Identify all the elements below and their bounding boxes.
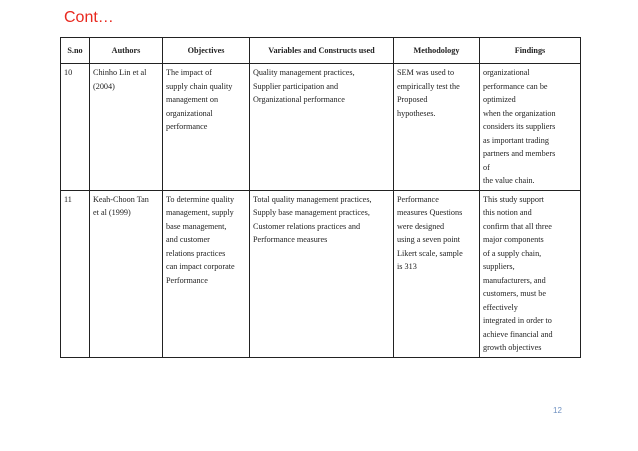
cell-line: Organizational performance — [253, 95, 345, 104]
cell-line: of a supply chain, — [483, 248, 542, 258]
header-authors: Authors — [90, 38, 163, 64]
cell-line: 11 — [64, 194, 72, 204]
cell-objectives — [163, 64, 250, 191]
cell-authors — [90, 64, 163, 191]
cell-line: confirm that all three — [483, 221, 552, 231]
cell-line: To determine quality — [166, 194, 235, 204]
cell-line: the value chain. — [483, 176, 535, 185]
cell-line: growth objectives — [483, 343, 542, 352]
header-methodology: Methodology — [394, 38, 480, 64]
cell-line: customers, must be — [483, 289, 546, 298]
cell-line: considers its suppliers — [483, 122, 556, 131]
table-row — [61, 64, 581, 191]
cell-variables — [250, 64, 394, 191]
cell-sno — [61, 64, 90, 191]
cell-variables — [250, 190, 394, 357]
cell-line: this notion and — [483, 208, 532, 217]
cell-line: Supplier participation and — [253, 81, 339, 91]
cell-methodology — [394, 190, 480, 357]
cell-line: optimized — [483, 95, 516, 104]
cell-line: The impact of — [166, 68, 212, 77]
cell-line: achieve financial and — [483, 329, 553, 339]
cell-line: empirically test the — [397, 81, 460, 91]
literature-review-table — [60, 37, 581, 358]
cell-line: This study support — [483, 194, 544, 204]
cell-line: management on — [166, 95, 219, 104]
page-number: 12 — [553, 406, 562, 415]
table-header-row — [61, 38, 581, 64]
cell-line: Keah-Choon Tan — [93, 194, 149, 204]
cell-line: hypotheses. — [397, 108, 436, 118]
cell-line: using a seven point — [397, 235, 460, 244]
cell-line: Proposed — [397, 95, 428, 104]
cell-findings — [480, 190, 581, 357]
cell-line: when the organization — [483, 108, 556, 118]
header-sno: S.no — [61, 38, 90, 64]
header-objectives: Objectives — [163, 38, 250, 64]
cell-authors — [90, 190, 163, 357]
cell-line: Performance — [166, 275, 208, 285]
cell-objectives — [163, 190, 250, 357]
cell-line: performance — [166, 122, 208, 131]
cell-line: organizational — [166, 108, 213, 118]
cell-line: Supply base management practices, — [253, 208, 370, 217]
cell-line: manufacturers, and — [483, 275, 546, 285]
cell-line: partners and members — [483, 149, 556, 158]
header-variables: Variables and Constructs used — [250, 38, 394, 64]
cell-line: relations practices — [166, 248, 226, 258]
cell-findings — [480, 64, 581, 191]
cell-line: of — [483, 162, 490, 172]
cell-line: management, supply — [166, 208, 234, 217]
cell-line: Customer relations practices and — [253, 221, 361, 231]
cell-line: Performance measures — [253, 235, 328, 244]
cell-line: SEM was used to — [397, 68, 455, 77]
header-findings: Findings — [480, 38, 581, 64]
cell-line: Performance — [397, 194, 439, 204]
cell-line: supply chain quality — [166, 81, 233, 91]
cell-line: 10 — [64, 68, 73, 77]
cell-line: major components — [483, 235, 544, 244]
table-row — [61, 190, 581, 357]
cell-line: measures Questions — [397, 208, 463, 217]
cell-line: Total quality management practices, — [253, 194, 372, 204]
cell-line: et al (1999) — [93, 208, 131, 217]
cell-line: Chinho Lin et al — [93, 68, 147, 77]
cell-line: effectively — [483, 302, 518, 312]
cell-line: and customer — [166, 235, 210, 244]
cell-methodology — [394, 64, 480, 191]
cell-line: performance can be — [483, 81, 548, 91]
cell-line: were designed — [397, 221, 445, 231]
cell-line: suppliers, — [483, 262, 515, 271]
cell-sno — [61, 190, 90, 357]
cell-line: organizational — [483, 68, 530, 77]
cell-line: base management, — [166, 221, 227, 231]
cell-line: (2004) — [93, 81, 115, 91]
cell-line: can impact corporate — [166, 262, 235, 271]
cell-line: as important trading — [483, 135, 549, 145]
cell-line: integrated in order to — [483, 316, 552, 325]
cell-line: Quality management practices, — [253, 68, 355, 77]
page-title: Cont… — [64, 9, 114, 26]
cell-line: is 313 — [397, 262, 417, 271]
cell-line: Likert scale, sample — [397, 248, 463, 258]
